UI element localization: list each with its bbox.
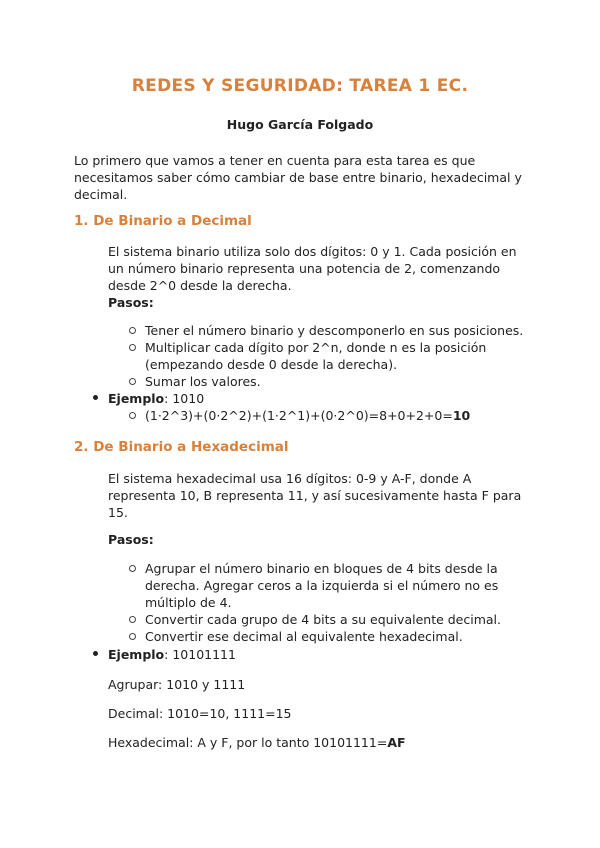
hex-line-text: Hexadecimal: A y F, por lo tanto 10101111= bbox=[108, 735, 388, 750]
section-1-example bbox=[108, 390, 204, 407]
bullet-circle-icon bbox=[129, 633, 136, 640]
section-2-decimal-line: Decimal: 1010=10, 1111=15 bbox=[108, 706, 292, 721]
bullet-circle-icon bbox=[129, 344, 136, 351]
hex-result: AF bbox=[387, 735, 406, 750]
example-label: Ejemplo bbox=[108, 391, 165, 406]
section-2-example bbox=[108, 646, 236, 663]
section-1-steps-label: Pasos: bbox=[108, 295, 154, 310]
section-2-heading: 2. De Binario a Hexadecimal bbox=[74, 439, 289, 455]
bullet-circle-icon bbox=[129, 378, 136, 385]
section-1-step-3: Sumar los valores. bbox=[145, 374, 261, 389]
bullet-circle-icon bbox=[129, 616, 136, 623]
example-calc: (1·2^3)+(0·2^2)+(1·2^1)+(0·2^0)=8+0+2+0= bbox=[145, 408, 453, 423]
example-result: 10 bbox=[452, 408, 471, 423]
bullet-circle-icon bbox=[129, 327, 136, 334]
example-label: Ejemplo bbox=[108, 647, 165, 662]
section-2-step-3: Convertir ese decimal al equivalente hexadecimal. bbox=[145, 629, 463, 644]
section-1-example-calc bbox=[145, 407, 470, 424]
section-1-step-1: Tener el número binario y descomponerlo en sus posiciones. bbox=[145, 323, 524, 338]
author-name: Hugo García Folgado bbox=[226, 117, 374, 132]
example-value: : 10101111 bbox=[164, 647, 236, 662]
bullet-circle-icon bbox=[129, 565, 136, 572]
section-1-heading: 1. De Binario a Decimal bbox=[74, 213, 252, 229]
document-title: REDES Y SEGURIDAD: TAREA 1 EC. bbox=[131, 76, 469, 96]
example-value: : 1010 bbox=[164, 391, 205, 406]
section-1-paragraph: El sistema binario utiliza solo dos dígitos: 0 y 1. Cada posición en un número binario representa una potencia de 2, comenzando desde 2^0 desde la derecha. bbox=[108, 244, 517, 293]
section-2-step-1: Agrupar el número binario en bloques de 4 bits desde la derecha. Agregar ceros a la izquierda si el número no es múltiplo de 4. bbox=[145, 561, 499, 610]
intro-paragraph: Lo primero que vamos a tener en cuenta para esta tarea es que necesitamos saber cómo cambiar de base entre binario, hexadecimal y decimal. bbox=[74, 153, 522, 202]
section-2-steps-label: Pasos: bbox=[108, 532, 154, 547]
bullet-dot-icon bbox=[93, 395, 98, 400]
section-2-paragraph: El sistema hexadecimal usa 16 dígitos: 0-9 y A-F, donde A representa 10, B representa 11, y así sucesivamente hasta F para 15. bbox=[108, 471, 522, 520]
section-1-step-2: Multiplicar cada dígito por 2^n, donde n es la posición (empezando desde 0 desde la derecha). bbox=[145, 340, 487, 372]
section-2-group-line: Agrupar: 1010 y 1111 bbox=[108, 677, 246, 692]
section-2-hex-line bbox=[108, 734, 406, 751]
bullet-dot-icon bbox=[93, 651, 98, 656]
section-2-step-2: Convertir cada grupo de 4 bits a su equivalente decimal. bbox=[145, 612, 502, 627]
bullet-circle-icon bbox=[129, 412, 136, 419]
